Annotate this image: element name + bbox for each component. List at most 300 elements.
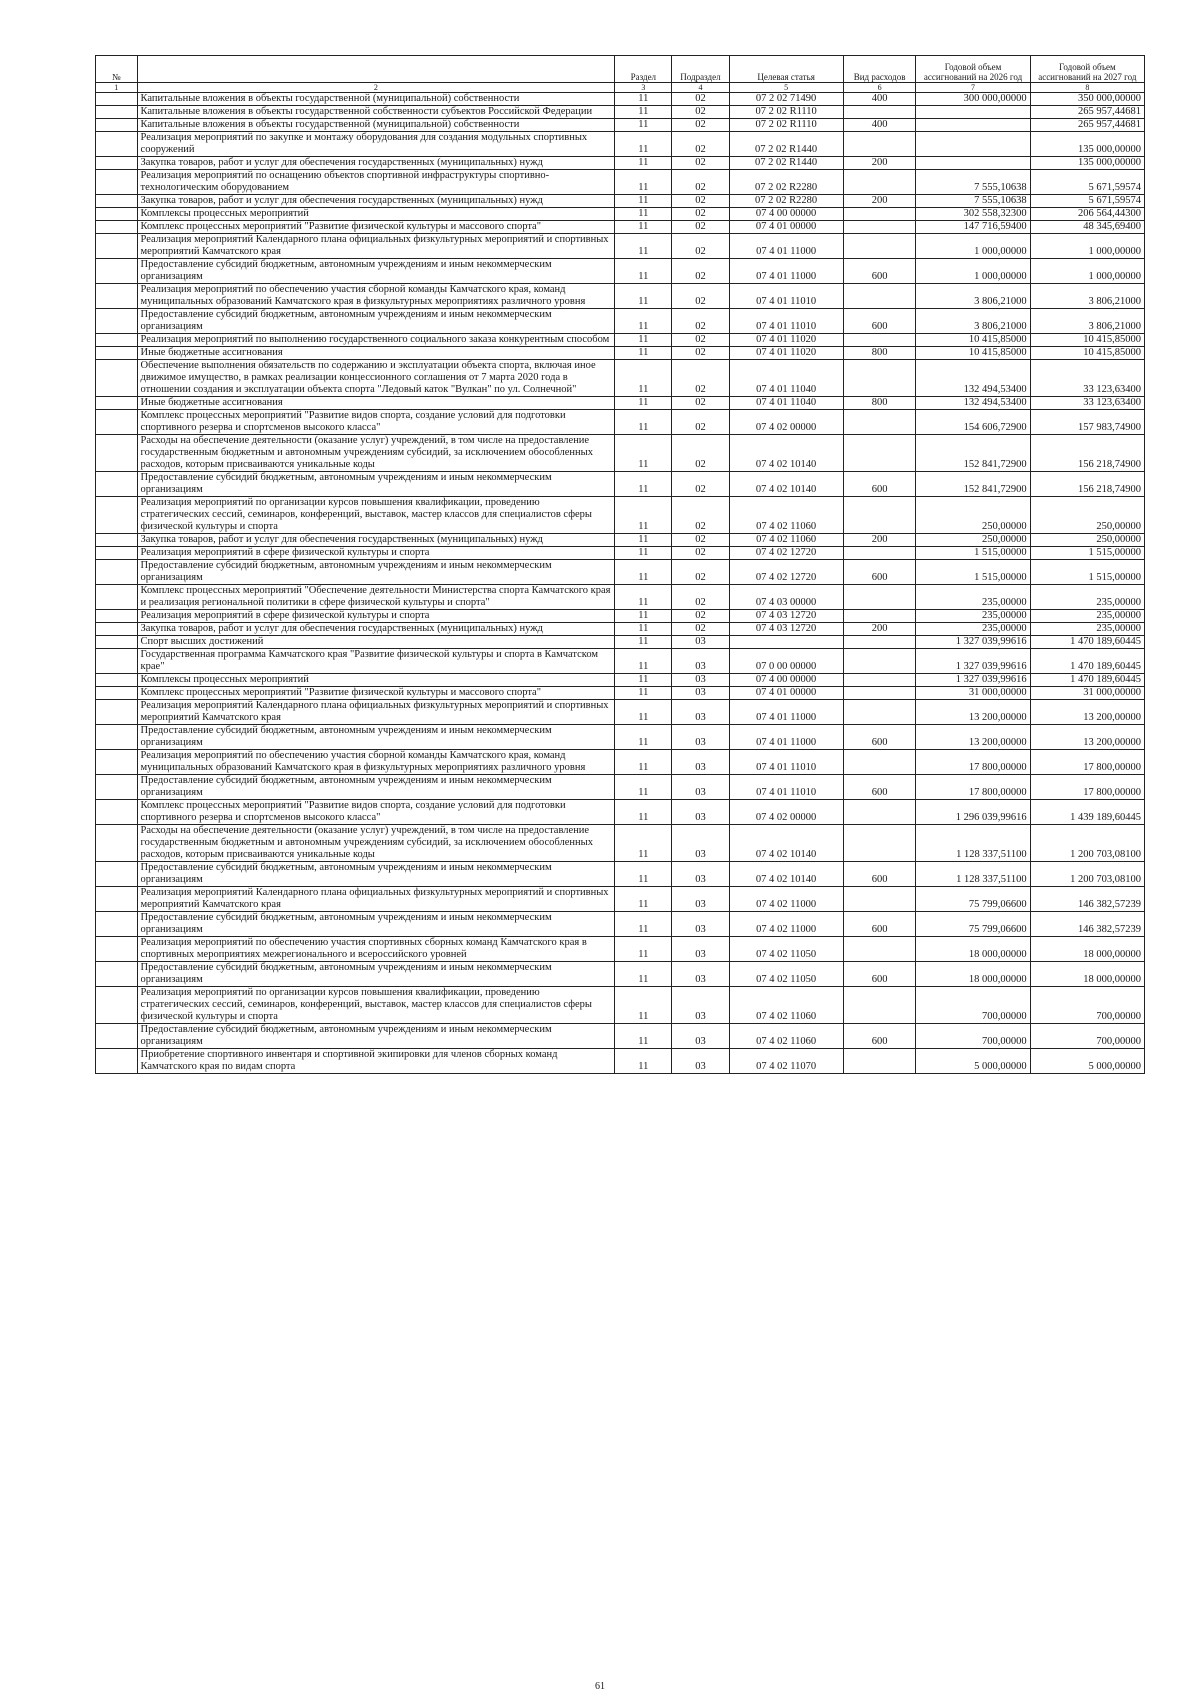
- cell-2027: 10 415,85000: [1030, 334, 1144, 347]
- cell-podrazdel: 02: [672, 360, 729, 397]
- cell-razdel: 11: [615, 825, 672, 862]
- cell-2026: 1 515,00000: [916, 560, 1030, 585]
- cell-razdel: 11: [615, 800, 672, 825]
- cell-expense-type: 400: [843, 93, 916, 106]
- cell-razdel: 11: [615, 750, 672, 775]
- cell-2027: 33 123,63400: [1030, 360, 1144, 397]
- cell-index: [96, 912, 138, 937]
- cell-2026: 13 200,00000: [916, 700, 1030, 725]
- header-colnum-1: 1: [96, 83, 138, 93]
- cell-podrazdel: 03: [672, 636, 729, 649]
- cell-podrazdel: 02: [672, 284, 729, 309]
- cell-target: 07 4 02 12720: [729, 560, 843, 585]
- cell-podrazdel: 03: [672, 687, 729, 700]
- cell-name: Комплекс процессных мероприятий "Развитие физической культуры и массового спорта": [137, 687, 615, 700]
- cell-razdel: 11: [615, 775, 672, 800]
- cell-podrazdel: 03: [672, 800, 729, 825]
- cell-2027: 700,00000: [1030, 1024, 1144, 1049]
- cell-podrazdel: 03: [672, 700, 729, 725]
- cell-podrazdel: 03: [672, 862, 729, 887]
- cell-razdel: 11: [615, 119, 672, 132]
- table-row: [96, 962, 1145, 987]
- cell-name: Реализация мероприятий по обеспечению участия сборной команды Камчатского края, команд муниципальных образований Камчатского края в физкультурных мероприятиях различного уровня: [137, 284, 615, 309]
- table-row: [96, 674, 1145, 687]
- cell-2027: 33 123,63400: [1030, 397, 1144, 410]
- cell-expense-type: 200: [843, 534, 916, 547]
- cell-index: [96, 825, 138, 862]
- table-row: [96, 221, 1145, 234]
- cell-name: Капитальные вложения в объекты государственной собственности субъектов Российской Федерации: [137, 106, 615, 119]
- table-row: [96, 93, 1145, 106]
- cell-expense-type: [843, 649, 916, 674]
- cell-index: [96, 347, 138, 360]
- cell-2026: 1 327 039,99616: [916, 674, 1030, 687]
- header-colnum-6: 6: [843, 83, 916, 93]
- header-colnum-2: 2: [137, 83, 615, 93]
- table-row: [96, 912, 1145, 937]
- cell-2027: 235,00000: [1030, 623, 1144, 636]
- cell-podrazdel: 02: [672, 497, 729, 534]
- cell-podrazdel: 03: [672, 1024, 729, 1049]
- cell-2027: 1 470 189,60445: [1030, 674, 1144, 687]
- cell-2027: 265 957,44681: [1030, 106, 1144, 119]
- header-num: №: [96, 56, 138, 83]
- table-row: [96, 170, 1145, 195]
- cell-name: Реализация мероприятий по обеспечению участия спортивных сборных команд Камчатского края в спортивных мероприятиях межрегионального и всероссийского уровней: [137, 937, 615, 962]
- cell-name: Закупка товаров, работ и услуг для обеспечения государственных (муниципальных) нужд: [137, 195, 615, 208]
- cell-target: 07 4 01 11000: [729, 725, 843, 750]
- cell-razdel: 11: [615, 170, 672, 195]
- cell-razdel: 11: [615, 234, 672, 259]
- cell-index: [96, 687, 138, 700]
- cell-index: [96, 800, 138, 825]
- cell-2026: 235,00000: [916, 610, 1030, 623]
- cell-target: 07 4 02 12720: [729, 547, 843, 560]
- cell-expense-type: 200: [843, 623, 916, 636]
- cell-index: [96, 623, 138, 636]
- cell-name: Предоставление субсидий бюджетным, автономным учреждениям и иным некоммерческим организациям: [137, 309, 615, 334]
- cell-2027: 235,00000: [1030, 585, 1144, 610]
- cell-expense-type: [843, 674, 916, 687]
- cell-target: 07 4 01 11000: [729, 700, 843, 725]
- cell-name: Комплексы процессных мероприятий: [137, 208, 615, 221]
- cell-2026: 7 555,10638: [916, 195, 1030, 208]
- document-page: [95, 55, 1145, 1074]
- cell-2027: 135 000,00000: [1030, 157, 1144, 170]
- cell-2026: [916, 119, 1030, 132]
- cell-razdel: 11: [615, 962, 672, 987]
- cell-2026: 18 000,00000: [916, 962, 1030, 987]
- cell-index: [96, 700, 138, 725]
- cell-podrazdel: 02: [672, 195, 729, 208]
- cell-razdel: 11: [615, 195, 672, 208]
- cell-target: 07 2 02 R1110: [729, 106, 843, 119]
- cell-target: 07 4 00 00000: [729, 674, 843, 687]
- cell-name: Реализация мероприятий в сфере физической культуры и спорта: [137, 547, 615, 560]
- cell-podrazdel: 02: [672, 234, 729, 259]
- cell-expense-type: [843, 636, 916, 649]
- cell-podrazdel: 02: [672, 334, 729, 347]
- cell-razdel: 11: [615, 259, 672, 284]
- cell-podrazdel: 02: [672, 397, 729, 410]
- cell-name: Предоставление субсидий бюджетным, автономным учреждениям и иным некоммерческим организациям: [137, 1024, 615, 1049]
- cell-razdel: 11: [615, 106, 672, 119]
- cell-razdel: 11: [615, 585, 672, 610]
- cell-expense-type: [843, 887, 916, 912]
- cell-razdel: 11: [615, 636, 672, 649]
- cell-2026: 1 296 039,99616: [916, 800, 1030, 825]
- cell-target: 07 4 02 10140: [729, 862, 843, 887]
- cell-expense-type: [843, 435, 916, 472]
- cell-razdel: 11: [615, 674, 672, 687]
- cell-2027: 250,00000: [1030, 534, 1144, 547]
- cell-razdel: 11: [615, 397, 672, 410]
- table-row: [96, 284, 1145, 309]
- cell-2027: 1 000,00000: [1030, 234, 1144, 259]
- cell-index: [96, 497, 138, 534]
- cell-target: [729, 636, 843, 649]
- cell-target: 07 4 02 11000: [729, 912, 843, 937]
- cell-2027: 1 200 703,08100: [1030, 825, 1144, 862]
- cell-podrazdel: 02: [672, 170, 729, 195]
- cell-index: [96, 195, 138, 208]
- cell-index: [96, 610, 138, 623]
- cell-target: 07 4 01 11020: [729, 334, 843, 347]
- cell-podrazdel: 02: [672, 472, 729, 497]
- table-row: [96, 610, 1145, 623]
- cell-2027: 146 382,57239: [1030, 887, 1144, 912]
- cell-index: [96, 334, 138, 347]
- header-colnum-4: 4: [672, 83, 729, 93]
- table-row: [96, 725, 1145, 750]
- table-row: [96, 119, 1145, 132]
- cell-podrazdel: 02: [672, 560, 729, 585]
- header-expense-type: Вид расходов: [843, 56, 916, 83]
- cell-2027: 206 564,44300: [1030, 208, 1144, 221]
- cell-razdel: 11: [615, 649, 672, 674]
- cell-name: Комплекс процессных мероприятий "Обеспечение деятельности Министерства спорта Камчатского края и реализация региональной политики в сфере физической культуры и спорта": [137, 585, 615, 610]
- table-row: [96, 547, 1145, 560]
- cell-podrazdel: 03: [672, 987, 729, 1024]
- cell-podrazdel: 02: [672, 119, 729, 132]
- cell-index: [96, 309, 138, 334]
- cell-podrazdel: 03: [672, 775, 729, 800]
- table-row: [96, 410, 1145, 435]
- cell-target: 07 4 03 12720: [729, 610, 843, 623]
- cell-2026: 17 800,00000: [916, 750, 1030, 775]
- cell-target: 07 4 01 00000: [729, 221, 843, 234]
- table-row: [96, 397, 1145, 410]
- cell-index: [96, 674, 138, 687]
- cell-podrazdel: 03: [672, 649, 729, 674]
- cell-2027: 10 415,85000: [1030, 347, 1144, 360]
- table-row: [96, 987, 1145, 1024]
- cell-razdel: 11: [615, 547, 672, 560]
- cell-razdel: 11: [615, 987, 672, 1024]
- cell-name: Предоставление субсидий бюджетным, автономным учреждениям и иным некоммерческим организациям: [137, 775, 615, 800]
- cell-razdel: 11: [615, 410, 672, 435]
- cell-razdel: 11: [615, 208, 672, 221]
- table-row: [96, 800, 1145, 825]
- cell-podrazdel: 03: [672, 825, 729, 862]
- cell-expense-type: [843, 334, 916, 347]
- cell-2027: 5 000,00000: [1030, 1049, 1144, 1074]
- cell-2027: 350 000,00000: [1030, 93, 1144, 106]
- table-row: [96, 700, 1145, 725]
- cell-2027: 5 671,59574: [1030, 170, 1144, 195]
- budget-table: [95, 55, 1145, 1074]
- cell-index: [96, 1049, 138, 1074]
- cell-expense-type: 600: [843, 1024, 916, 1049]
- cell-expense-type: [843, 360, 916, 397]
- cell-index: [96, 170, 138, 195]
- cell-razdel: 11: [615, 687, 672, 700]
- cell-name: Реализация мероприятий по организации курсов повышения квалификации, проведению стратегических сессий, семинаров, конференций, выставок, мастер классов для специалистов сферы физической культуры и спорта: [137, 987, 615, 1024]
- cell-2026: 147 716,59400: [916, 221, 1030, 234]
- cell-2027: 156 218,74900: [1030, 472, 1144, 497]
- cell-target: 07 4 03 12720: [729, 623, 843, 636]
- cell-expense-type: 600: [843, 725, 916, 750]
- cell-name: Предоставление субсидий бюджетным, автономным учреждениям и иным некоммерческим организациям: [137, 725, 615, 750]
- cell-2026: 3 806,21000: [916, 309, 1030, 334]
- cell-podrazdel: 02: [672, 610, 729, 623]
- cell-2027: 1 515,00000: [1030, 560, 1144, 585]
- cell-expense-type: 200: [843, 195, 916, 208]
- cell-2027: 1 000,00000: [1030, 259, 1144, 284]
- cell-podrazdel: 02: [672, 259, 729, 284]
- cell-name: Приобретение спортивного инвентаря и спортивной экипировки для членов сборных команд Камчатского края по видам спорта: [137, 1049, 615, 1074]
- cell-2026: [916, 157, 1030, 170]
- table-row: [96, 1049, 1145, 1074]
- cell-2027: 3 806,21000: [1030, 284, 1144, 309]
- cell-target: 07 4 01 11000: [729, 259, 843, 284]
- cell-expense-type: [843, 750, 916, 775]
- cell-expense-type: [843, 106, 916, 119]
- cell-2026: 1 128 337,51100: [916, 862, 1030, 887]
- cell-expense-type: [843, 284, 916, 309]
- cell-expense-type: [843, 610, 916, 623]
- cell-index: [96, 962, 138, 987]
- cell-razdel: 11: [615, 610, 672, 623]
- cell-name: Обеспечение выполнения обязательств по содержанию и эксплуатации объекта спорта, включая иное движимое имущество, в рамках реализации концессионного соглашения от 7 марта 2020 года в отношении создания и эксплуатации объекта спорта "Ледовый каток "Вулкан" по ул. Солнечной": [137, 360, 615, 397]
- table-row: [96, 157, 1145, 170]
- cell-razdel: 11: [615, 132, 672, 157]
- cell-2027: 18 000,00000: [1030, 962, 1144, 987]
- cell-expense-type: [843, 937, 916, 962]
- cell-expense-type: 600: [843, 862, 916, 887]
- cell-name: Комплекс процессных мероприятий "Развитие видов спорта, создание условий для подготовки спортивного резерва и спортсменов высокого класса": [137, 800, 615, 825]
- cell-index: [96, 259, 138, 284]
- table-row: [96, 259, 1145, 284]
- cell-target: 07 4 02 00000: [729, 410, 843, 435]
- cell-name: Расходы на обеспечение деятельности (оказание услуг) учреждений, в том числе на предоставление государственным бюджетным и автономным учреждениям субсидий, за исключением обособленных расходов, которым присваиваются уникальные коды: [137, 435, 615, 472]
- cell-podrazdel: 03: [672, 750, 729, 775]
- cell-2027: 700,00000: [1030, 987, 1144, 1024]
- cell-name: Реализация мероприятий по организации курсов повышения квалификации, проведению стратегических сессий, семинаров, конференций, выставок, мастер классов для специалистов сферы физической культуры и спорта: [137, 497, 615, 534]
- cell-razdel: 11: [615, 221, 672, 234]
- cell-index: [96, 132, 138, 157]
- cell-target: 07 4 02 11050: [729, 962, 843, 987]
- table-row: [96, 534, 1145, 547]
- cell-target: 07 4 02 11050: [729, 937, 843, 962]
- cell-index: [96, 862, 138, 887]
- cell-podrazdel: 02: [672, 93, 729, 106]
- cell-2027: 235,00000: [1030, 610, 1144, 623]
- cell-podrazdel: 03: [672, 962, 729, 987]
- cell-podrazdel: 02: [672, 547, 729, 560]
- cell-name: Государственная программа Камчатского края "Развитие физической культуры и спорта в Камчатском крае": [137, 649, 615, 674]
- table-row: [96, 649, 1145, 674]
- table-row: [96, 560, 1145, 585]
- cell-podrazdel: 02: [672, 208, 729, 221]
- cell-index: [96, 775, 138, 800]
- cell-razdel: 11: [615, 887, 672, 912]
- cell-expense-type: 800: [843, 347, 916, 360]
- cell-podrazdel: 02: [672, 221, 729, 234]
- cell-name: Предоставление субсидий бюджетным, автономным учреждениям и иным некоммерческим организациям: [137, 962, 615, 987]
- cell-name: Закупка товаров, работ и услуг для обеспечения государственных (муниципальных) нужд: [137, 157, 615, 170]
- cell-2026: 1 000,00000: [916, 259, 1030, 284]
- cell-2026: 10 415,85000: [916, 334, 1030, 347]
- cell-expense-type: [843, 700, 916, 725]
- cell-name: Предоставление субсидий бюджетным, автономным учреждениям и иным некоммерческим организациям: [137, 560, 615, 585]
- cell-expense-type: [843, 547, 916, 560]
- cell-2026: [916, 132, 1030, 157]
- cell-razdel: 11: [615, 862, 672, 887]
- cell-name: Предоставление субсидий бюджетным, автономным учреждениям и иным некоммерческим организациям: [137, 259, 615, 284]
- cell-target: 07 4 02 10140: [729, 435, 843, 472]
- cell-2027: 135 000,00000: [1030, 132, 1144, 157]
- cell-index: [96, 750, 138, 775]
- cell-podrazdel: 02: [672, 157, 729, 170]
- cell-target: 07 4 02 00000: [729, 800, 843, 825]
- cell-name: Реализация мероприятий в сфере физической культуры и спорта: [137, 610, 615, 623]
- cell-podrazdel: 02: [672, 623, 729, 636]
- table-row: [96, 775, 1145, 800]
- cell-target: 07 2 02 R1440: [729, 157, 843, 170]
- cell-target: 07 2 02 R1110: [729, 119, 843, 132]
- cell-2026: 132 494,53400: [916, 397, 1030, 410]
- header-podrazdel: Подраздел: [672, 56, 729, 83]
- cell-razdel: 11: [615, 334, 672, 347]
- cell-2026: 13 200,00000: [916, 725, 1030, 750]
- cell-podrazdel: 03: [672, 1049, 729, 1074]
- cell-target: 07 4 01 11020: [729, 347, 843, 360]
- cell-2026: 152 841,72900: [916, 435, 1030, 472]
- cell-expense-type: 600: [843, 962, 916, 987]
- cell-podrazdel: 02: [672, 435, 729, 472]
- table-row: [96, 360, 1145, 397]
- cell-2026: 250,00000: [916, 497, 1030, 534]
- cell-2026: 700,00000: [916, 1024, 1030, 1049]
- cell-index: [96, 360, 138, 397]
- cell-index: [96, 649, 138, 674]
- cell-name: Реализация мероприятий по обеспечению участия сборной команды Камчатского края, команд муниципальных образований Камчатского края в физкультурных мероприятиях различного уровня: [137, 750, 615, 775]
- cell-2026: 7 555,10638: [916, 170, 1030, 195]
- cell-razdel: 11: [615, 1024, 672, 1049]
- cell-target: 07 4 01 11040: [729, 397, 843, 410]
- header-target: Целевая статья: [729, 56, 843, 83]
- cell-podrazdel: 03: [672, 725, 729, 750]
- cell-expense-type: 200: [843, 157, 916, 170]
- cell-razdel: 11: [615, 284, 672, 309]
- cell-index: [96, 547, 138, 560]
- table-body: [96, 93, 1145, 1074]
- cell-index: [96, 221, 138, 234]
- cell-index: [96, 435, 138, 472]
- cell-2026: 1 327 039,99616: [916, 636, 1030, 649]
- cell-expense-type: [843, 1049, 916, 1074]
- cell-2027: 31 000,00000: [1030, 687, 1144, 700]
- table-row: [96, 862, 1145, 887]
- cell-2027: 265 957,44681: [1030, 119, 1144, 132]
- cell-target: 07 4 01 11010: [729, 775, 843, 800]
- cell-podrazdel: 02: [672, 309, 729, 334]
- table-row: [96, 106, 1145, 119]
- cell-name: Капитальные вложения в объекты государственной (муниципальной) собственности: [137, 93, 615, 106]
- cell-2027: 17 800,00000: [1030, 750, 1144, 775]
- table-row: [96, 497, 1145, 534]
- cell-index: [96, 560, 138, 585]
- cell-2026: 31 000,00000: [916, 687, 1030, 700]
- cell-target: 07 4 02 11060: [729, 987, 843, 1024]
- table-row: [96, 623, 1145, 636]
- cell-2027: 18 000,00000: [1030, 937, 1144, 962]
- cell-razdel: 11: [615, 912, 672, 937]
- cell-razdel: 11: [615, 93, 672, 106]
- header-razdel: Раздел: [615, 56, 672, 83]
- header-colnum-5: 5: [729, 83, 843, 93]
- cell-index: [96, 472, 138, 497]
- cell-podrazdel: 02: [672, 132, 729, 157]
- table-row: [96, 208, 1145, 221]
- cell-name: Иные бюджетные ассигнования: [137, 397, 615, 410]
- cell-2026: 302 558,32300: [916, 208, 1030, 221]
- cell-expense-type: [843, 585, 916, 610]
- cell-name: Реализация мероприятий по выполнению государственного социального заказа конкурентным способом: [137, 334, 615, 347]
- cell-razdel: 11: [615, 1049, 672, 1074]
- cell-podrazdel: 03: [672, 937, 729, 962]
- cell-2026: 154 606,72900: [916, 410, 1030, 435]
- cell-2026: 1 128 337,51100: [916, 825, 1030, 862]
- header-colnum-3: 3: [615, 83, 672, 93]
- cell-name: Комплексы процессных мероприятий: [137, 674, 615, 687]
- cell-podrazdel: 02: [672, 106, 729, 119]
- cell-2026: 152 841,72900: [916, 472, 1030, 497]
- cell-2026: 235,00000: [916, 585, 1030, 610]
- cell-2026: 75 799,06600: [916, 887, 1030, 912]
- cell-index: [96, 887, 138, 912]
- cell-name: Комплекс процессных мероприятий "Развитие физической культуры и массового спорта": [137, 221, 615, 234]
- table-row: [96, 195, 1145, 208]
- cell-target: 07 4 01 11010: [729, 284, 843, 309]
- table-row: [96, 472, 1145, 497]
- cell-name: Предоставление субсидий бюджетным, автономным учреждениям и иным некоммерческим организациям: [137, 912, 615, 937]
- header-name: [137, 56, 615, 83]
- cell-target: 07 4 02 11000: [729, 887, 843, 912]
- cell-razdel: 11: [615, 157, 672, 170]
- cell-name: Закупка товаров, работ и услуг для обеспечения государственных (муниципальных) нужд: [137, 623, 615, 636]
- cell-index: [96, 410, 138, 435]
- cell-target: 07 2 02 71490: [729, 93, 843, 106]
- cell-expense-type: 600: [843, 775, 916, 800]
- cell-razdel: 11: [615, 560, 672, 585]
- cell-razdel: 11: [615, 623, 672, 636]
- table-row: [96, 234, 1145, 259]
- cell-expense-type: [843, 825, 916, 862]
- cell-podrazdel: 02: [672, 410, 729, 435]
- cell-podrazdel: 03: [672, 912, 729, 937]
